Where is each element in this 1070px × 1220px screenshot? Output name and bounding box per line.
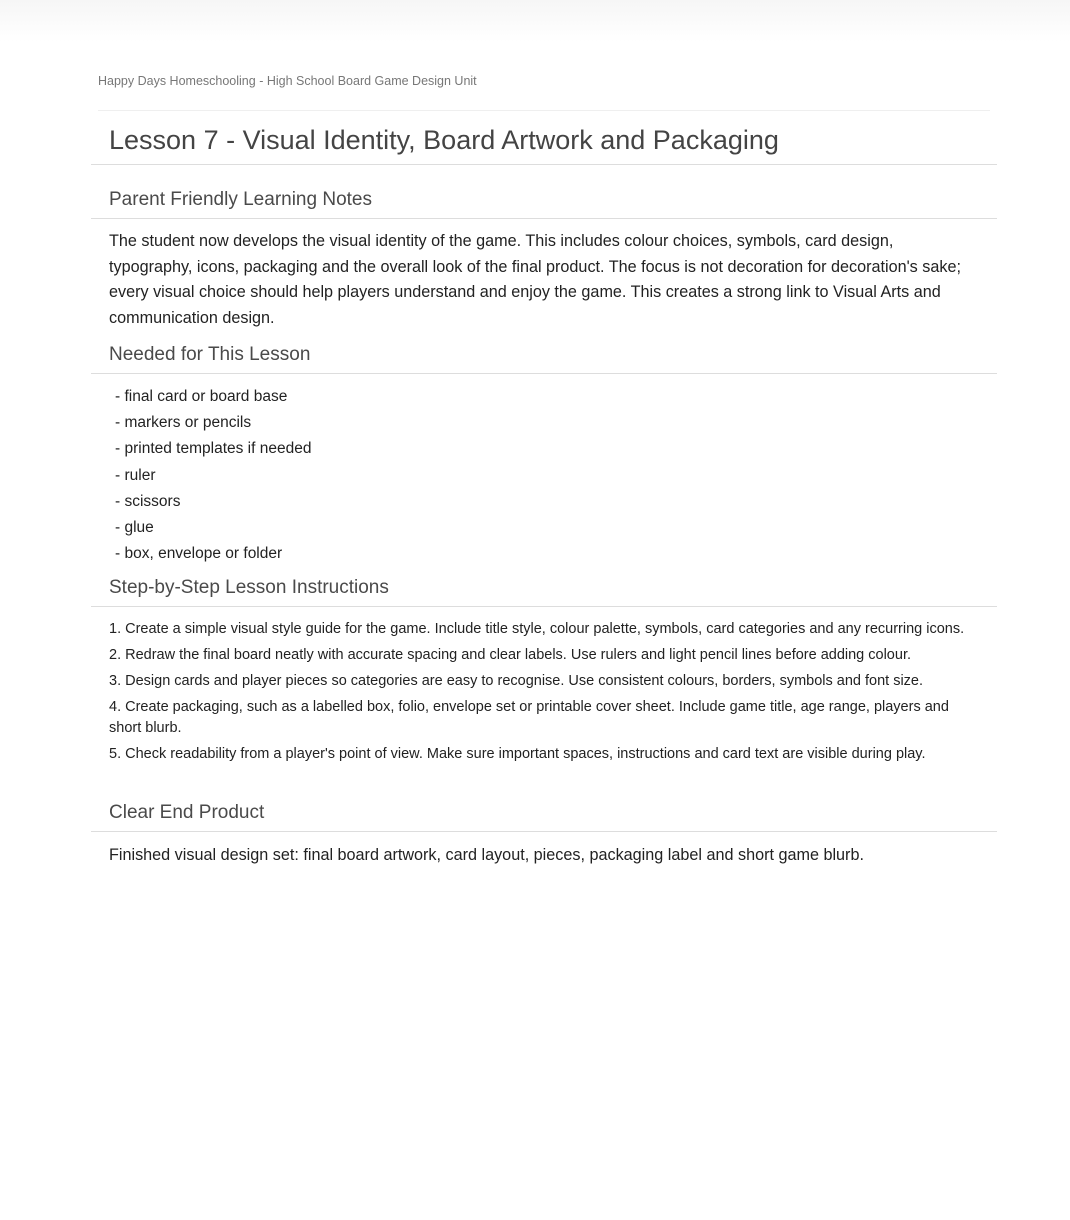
notes-body: The student now develops the visual identity of the game. This includes colour choices, symbols, card design, typography, icons, packaging and the overall look of the final product. The focus is not decoration for decoration's sake; every visual choice should help players understand and enjoy the game. This creates a strong link to Visual Arts and communication design.: [109, 232, 961, 327]
top-bar: [0, 0, 1070, 42]
step-item: 2. Redraw the final board neatly with accurate spacing and clear labels. Use rulers and light pencil lines before adding colour.: [109, 647, 911, 663]
materials-divider: [91, 373, 997, 374]
end-product-heading: Clear End Product: [109, 802, 265, 823]
list-item: - ruler: [115, 466, 156, 484]
title-divider: [91, 164, 997, 165]
list-item: - box, envelope or folder: [115, 545, 283, 563]
list-item: - final card or board base: [115, 388, 288, 405]
list-item: - printed templates if needed: [115, 440, 312, 458]
site-header: Happy Days Homeschooling - High School Board Game Design Unit: [98, 74, 477, 88]
notes-divider: [91, 218, 997, 219]
materials-list: [115, 384, 311, 567]
header-divider: [98, 110, 990, 111]
list-item: - glue: [115, 519, 154, 537]
end-product-divider: [91, 831, 997, 832]
step-item: 3. Design cards and player pieces so categories are easy to recognise. Use consistent colours, borders, symbols and font size.: [109, 673, 924, 689]
step-item: 4. Create packaging, such as a labelled box, folio, envelope set or printable cover sheet. Include game title, age range, players and short blurb.: [109, 699, 949, 736]
list-item: - markers or pencils: [115, 414, 252, 432]
step-item: 5. Check readability from a player's point of view. Make sure important spaces, instructions and card text are visible during play.: [109, 745, 926, 762]
page-title: Lesson 7 - Visual Identity, Board Artwork and Packaging: [109, 125, 779, 155]
steps-divider: [91, 606, 997, 607]
steps-list: [109, 619, 979, 770]
list-item: - scissors: [115, 492, 181, 510]
step-item: 1. Create a simple visual style guide for the game. Include title style, colour palette, symbols, card categories and any recurring icons.: [109, 621, 965, 637]
steps-heading: Step-by-Step Lesson Instructions: [109, 577, 389, 598]
materials-heading: Needed for This Lesson: [109, 344, 311, 365]
end-product-body: Finished visual design set: final board artwork, card layout, pieces, packaging label and short game blurb.: [109, 846, 864, 864]
notes-heading: Parent Friendly Learning Notes: [109, 189, 372, 210]
